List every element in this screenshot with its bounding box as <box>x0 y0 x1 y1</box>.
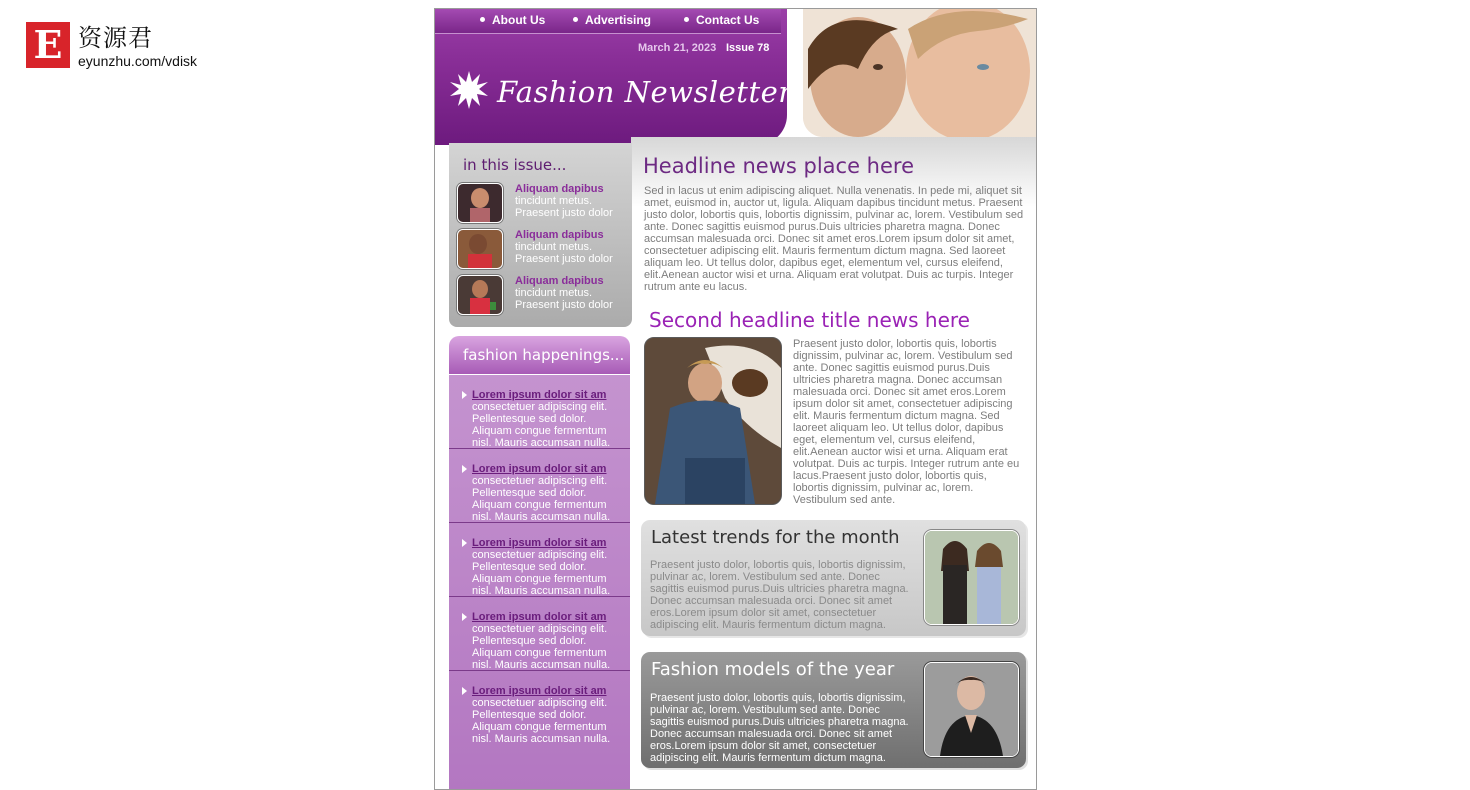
happening-text: consectetuer adipiscing elit. <box>472 697 608 709</box>
cowboy-model-image <box>645 338 781 504</box>
happening-text: Aliquam congue fermentum <box>472 499 607 511</box>
happening-text: Aliquam congue fermentum <box>472 425 607 437</box>
happening-item <box>449 449 630 523</box>
happening-text: Pellentesque sed dolor. <box>472 487 587 499</box>
happening-link[interactable]: Lorem ipsum dolor sit am <box>472 685 607 697</box>
fashion-happenings-header <box>449 336 630 374</box>
watermark-url: eyunzhu.com/vdisk <box>78 53 198 69</box>
issue-item-text: tincidunt metus. <box>515 241 593 253</box>
issue-item[interactable] <box>457 229 627 273</box>
happening-text: nisl. Mauris accumsan nulla. <box>472 733 611 745</box>
happening-text: Aliquam congue fermentum <box>472 647 607 659</box>
arrow-right-icon <box>462 687 467 695</box>
happening-link[interactable]: Lorem ipsum dolor sit am <box>472 463 607 475</box>
arrow-right-icon <box>462 539 467 547</box>
issue-item-text: tincidunt metus. <box>515 287 593 299</box>
issue-item-text: Praesent justo dolor <box>515 207 613 219</box>
bullet-icon <box>480 17 485 22</box>
model-portrait-image <box>925 663 1018 756</box>
issue-thumbnail <box>457 183 503 223</box>
article-2-photo <box>644 337 782 505</box>
issue-item-title: Aliquam dapibus <box>515 229 604 241</box>
model-photo-image <box>458 276 502 314</box>
fashion-models-title: Fashion models of the year <box>651 659 895 680</box>
two-women-image <box>925 531 1018 624</box>
happening-item <box>449 523 630 597</box>
issue-item[interactable] <box>457 183 627 227</box>
watermark-chinese-text: 资源君 <box>78 24 153 52</box>
newsletter-title: Fashion Newsletter <box>497 75 793 109</box>
happening-text: Aliquam congue fermentum <box>472 573 607 585</box>
issue-item[interactable] <box>457 275 627 319</box>
headline-1: Headline news place here <box>643 154 915 178</box>
happening-text: nisl. Mauris accumsan nulla. <box>472 511 611 523</box>
happening-link[interactable]: Lorem ipsum dolor sit am <box>472 611 607 623</box>
in-this-issue-panel <box>449 143 632 327</box>
issue-item-text: Praesent justo dolor <box>515 253 613 265</box>
happening-link[interactable]: Lorem ipsum dolor sit am <box>472 389 607 401</box>
fashion-models-box <box>641 652 1026 768</box>
nav-label: About Us <box>492 13 546 27</box>
happening-text: Pellentesque sed dolor. <box>472 561 587 573</box>
nav-label: Contact Us <box>696 13 760 27</box>
nav-contact-us[interactable] <box>684 12 759 28</box>
nav-advertising[interactable] <box>573 12 651 28</box>
happening-item <box>449 671 630 744</box>
arrow-right-icon <box>462 391 467 399</box>
nav-about-us[interactable] <box>480 12 545 28</box>
bullet-icon <box>573 17 578 22</box>
two-men-portrait-image <box>803 9 1036 137</box>
happening-text: nisl. Mauris accumsan nulla. <box>472 659 611 671</box>
happening-text: consectetuer adipiscing elit. <box>472 475 608 487</box>
happening-text: nisl. Mauris accumsan nulla. <box>472 437 611 449</box>
happening-item <box>449 597 630 671</box>
issue-number: Issue 78 <box>726 42 770 54</box>
arrow-right-icon <box>462 613 467 621</box>
article-2-body: Praesent justo dolor, lobortis quis, lobortis dignissim, pulvinar ac, lorem. Vestibulum sed ante. Donec sagittis euismod purus.Duis ultricies pharetra magna. Donec accumsan malesuada orci. Donec sit amet eros.Lorem ipsum dolor sit amet, consectetuer adipiscing elit. Mauris fermentum dictum magna. Sed laoreet aliquam leo. Ut tellus dolor, dapibus eget, elementum vel, cursus eleifend, elit.Aenean auctor wisi et urna. Aliquam erat volutpat. Duis ac turpis. Integer rutrum ante eu lacus.Praesent justo dolor, lobortis quis, lobortis dignissim, pulvinar ac, lorem. Vestibulum sed ante. <box>793 338 1020 506</box>
bullet-icon <box>684 17 689 22</box>
happening-text: Pellentesque sed dolor. <box>472 635 587 647</box>
starburst-icon <box>449 70 489 110</box>
fashion-happenings-list <box>449 375 630 789</box>
watermark-e-logo: E <box>26 22 70 68</box>
fashion-models-photo <box>924 662 1019 757</box>
issue-thumbnail <box>457 229 503 269</box>
latest-trends-box <box>641 520 1026 636</box>
happening-text: Pellentesque sed dolor. <box>472 709 587 721</box>
newsletter <box>434 8 1037 790</box>
issue-item-text: Praesent justo dolor <box>515 299 613 311</box>
fashion-models-body: Praesent justo dolor, lobortis quis, lobortis dignissim, pulvinar ac, lorem. Vestibulum sed ante. Donec sagittis euismod purus.Duis ultricies pharetra magna. Donec accumsan malesuada orci. Donec sit amet eros.Lorem ipsum dolor sit amet, consectetuer adipiscing elit. Mauris fermentum dictum magna. <box>650 692 909 764</box>
issue-item-title: Aliquam dapibus <box>515 183 604 195</box>
in-this-issue-title: in this issue... <box>463 156 567 174</box>
model-photo-image <box>458 230 502 268</box>
headline-2: Second headline title news here <box>649 308 970 332</box>
top-nav <box>435 9 781 34</box>
issue-date: March 21, 2023 <box>638 42 717 54</box>
article-1-body: Sed in lacus ut enim adipiscing aliquet. Nulla venenatis. In pede mi, aliquet sit amet, euismod in, auctor ut, ligula. Aliquam dapibus tincidunt metus. Praesent justo dolor, lobortis quis, lobortis dignissim, pulvinar ac, lorem. Vestibulum sed ante. Donec sagittis euismod purus.Duis ultricies pharetra magna. Donec accumsan malesuada orci. Donec sit amet eros.Lorem ipsum dolor sit amet, consectetuer adipiscing elit. Mauris fermentum dictum magna. Sed laoreet aliquam leo. Ut tellus dolor, dapibus eget, elementum vel, cursus eleifend, elit.Aenean auctor wisi et urna. Aliquam erat volutpat. Duis ac turpis. Integer rutrum ante eu lacus. <box>644 185 1024 293</box>
issue-item-title: Aliquam dapibus <box>515 275 604 287</box>
happening-text: nisl. Mauris accumsan nulla. <box>472 585 611 597</box>
latest-trends-photo <box>924 530 1019 625</box>
nav-label: Advertising <box>585 13 652 27</box>
happening-text: Pellentesque sed dolor. <box>472 413 587 425</box>
latest-trends-title: Latest trends for the month <box>651 527 900 548</box>
happening-text: Aliquam congue fermentum <box>472 721 607 733</box>
fashion-happenings-title: fashion happenings... <box>463 346 625 364</box>
hero-photo <box>803 9 1036 137</box>
issue-item-text: tincidunt metus. <box>515 195 593 207</box>
happening-text: consectetuer adipiscing elit. <box>472 401 608 413</box>
model-photo-image <box>458 184 502 222</box>
latest-trends-body: Praesent justo dolor, lobortis quis, lobortis dignissim, pulvinar ac, lorem. Vestibulum sed ante. Donec sagittis euismod purus.Duis ultricies pharetra magna. Donec accumsan malesuada orci. Donec sit amet eros.Lorem ipsum dolor sit amet, consectetuer adipiscing elit. Mauris fermentum dictum magna. <box>650 559 909 631</box>
arrow-right-icon <box>462 465 467 473</box>
happening-text: consectetuer adipiscing elit. <box>472 623 608 635</box>
happening-text: consectetuer adipiscing elit. <box>472 549 608 561</box>
issue-thumbnail <box>457 275 503 315</box>
header-banner <box>435 9 793 145</box>
watermark-logo <box>26 22 216 72</box>
happening-link[interactable]: Lorem ipsum dolor sit am <box>472 537 607 549</box>
happening-item <box>449 375 630 449</box>
